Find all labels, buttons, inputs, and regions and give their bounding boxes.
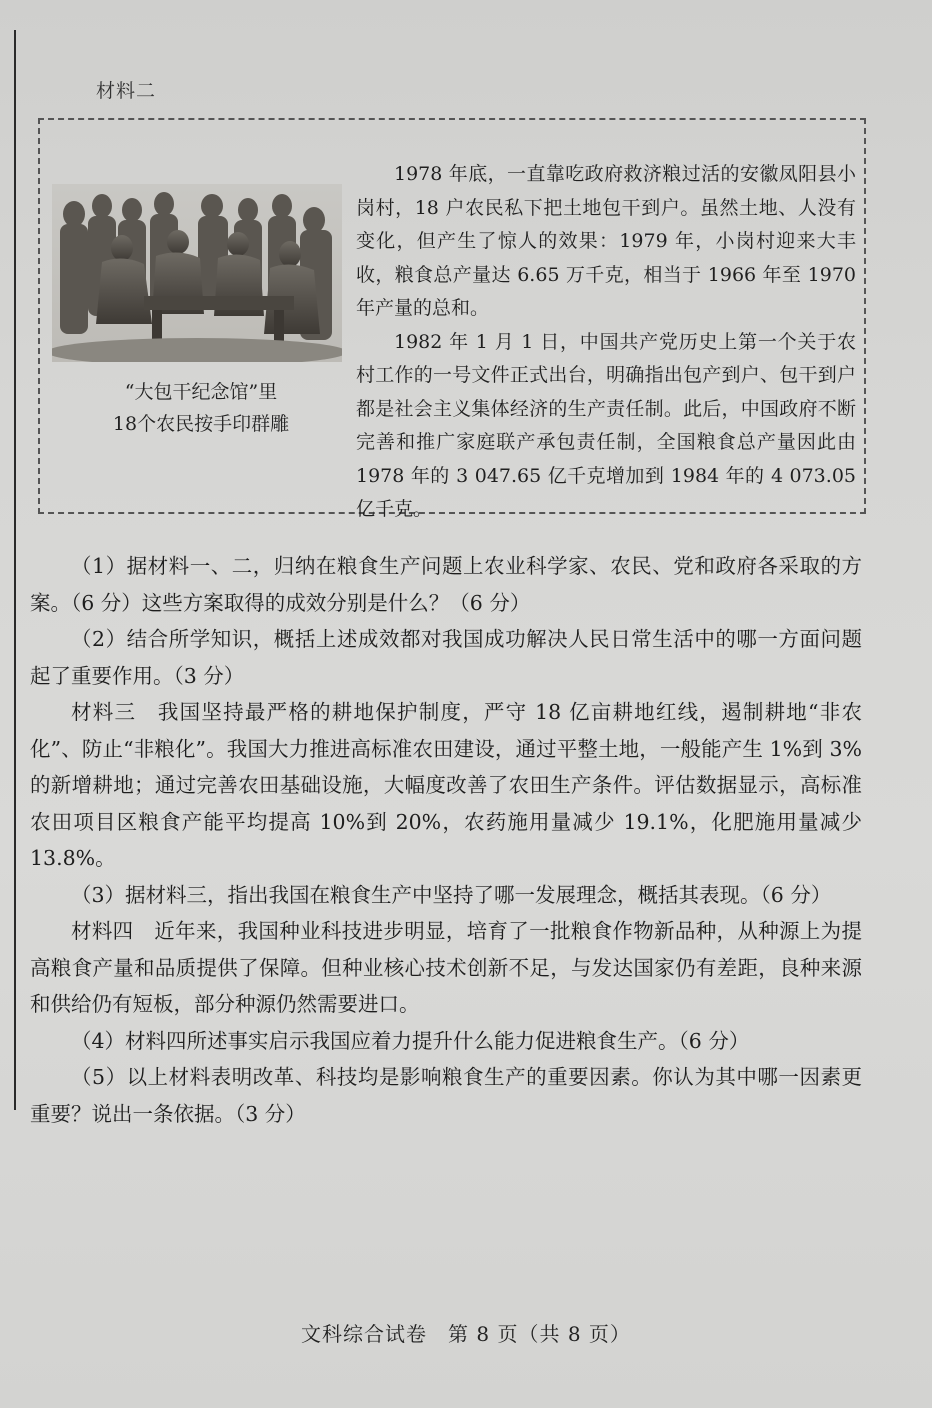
- question-5: （5）以上材料表明改革、科技均是影响粮食生产的重要因素。你认为其中哪一因素更重要？说出一条依据。（3 分）: [30, 1065, 862, 1126]
- page-footer: 文科综合试卷 第 8 页（共 8 页）: [301, 1322, 631, 1346]
- question-4: （4）材料四所述事实启示我国应着力提升什么能力促进粮食生产。（6 分）: [71, 1028, 750, 1053]
- material-two-text: [356, 158, 856, 527]
- material-three: 材料三 我国坚持最严格的耕地保护制度，严守 18 亿亩耕地红线，遏制耕地“非农化”、防止“非粮化”。我国大力推进高标准农田建设，通过平整土地，一般能产生 1%到 3%的新增耕地；通过完善农田基础设施，大幅度改善了农田生产条件。评估数据显示，高标准农田项目区粮食产能平均提高 10%到 20%，农药施用量减少 19.1%，化肥施用量减少 13.8%。: [30, 700, 862, 870]
- question-3: （3）据材料三，指出我国在粮食生产中坚持了哪一发展理念，概括其表现。（6 分）: [71, 882, 832, 907]
- material-two-label: 材料二: [96, 80, 157, 102]
- material-four: 材料四 近年来，我国种业科技进步明显，培育了一批粮食作物新品种，从种源上为提高粮食产量和品质提供了保障。但种业核心技术创新不足，与发达国家仍有差距，良种来源和供给仍有短板，部分种源仍然需要进口。: [30, 919, 862, 1016]
- sculpture-caption: [56, 376, 346, 440]
- caption-line-2: 18个农民按手印群雕: [112, 413, 290, 435]
- sculpture-photo: [52, 184, 342, 362]
- material-two-paragraph-1: 1978 年底，一直靠吃政府救济粮过活的安徽凤阳县小岗村，18 户农民私下把土地包干到户。虽然土地、人没有变化，但产生了惊人的效果：1979 年，小岗村迎来大丰收，粮食总产量达 6.65 万千克，相当于 1966 年至 1970 年产量的总和。: [356, 163, 856, 319]
- question-2: （2）结合所学知识，概括上述成效都对我国成功解决人民日常生活中的哪一方面问题起了重要作用。（3 分）: [30, 627, 862, 688]
- caption-line-1: “大包干纪念馆”里: [124, 381, 278, 403]
- question-1: （1）据材料一、二，归纳在粮食生产问题上农业科学家、农民、党和政府各采取的方案。（6 分）这些方案取得的成效分别是什么？（6 分）: [30, 554, 862, 615]
- questions-section: [30, 548, 862, 1132]
- page-margin-line: [14, 30, 16, 1110]
- material-two-paragraph-2: 1982 年 1 月 1 日，中国共产党历史上第一个关于农村工作的一号文件正式出台，明确指出包产到户、包干到户都是社会主义集体经济的生产责任制。此后，中国政府不断完善和推广家庭联产承包责任制，全国粮食总产量因此由 1978 年的 3 047.65 亿千克增加到 1984 年的 4 073.05 亿千克。: [356, 330, 856, 520]
